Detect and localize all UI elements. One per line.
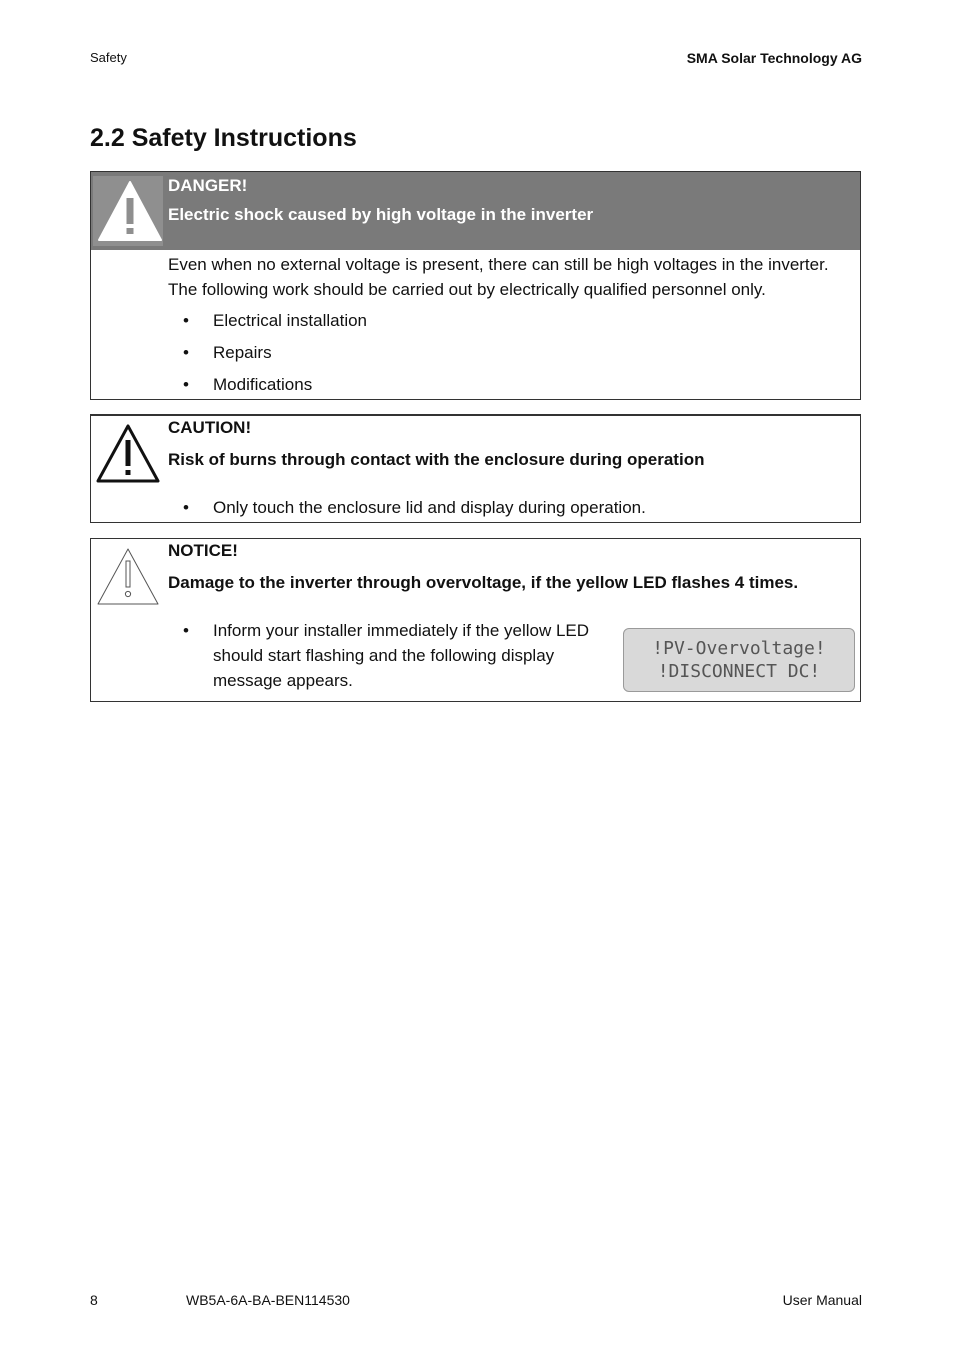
danger-header bbox=[91, 172, 860, 250]
list-item bbox=[168, 618, 628, 693]
document-type: User Manual bbox=[782, 1292, 862, 1308]
notice-list bbox=[168, 618, 628, 693]
list-item: • Electrical installation bbox=[168, 308, 844, 333]
header-section-name: Safety bbox=[90, 50, 127, 65]
warning-triangle-icon bbox=[95, 176, 165, 251]
danger-list bbox=[168, 308, 844, 397]
danger-text-line: Even when no external voltage is present, there can still be high voltages in the inverter. bbox=[168, 255, 829, 274]
danger-body bbox=[168, 252, 844, 397]
caution-label: CAUTION! bbox=[168, 418, 252, 437]
danger-box bbox=[90, 171, 861, 400]
caution-list bbox=[168, 495, 844, 520]
warning-triangle-icon bbox=[95, 422, 161, 489]
caution-body bbox=[168, 495, 844, 520]
notice-body bbox=[168, 618, 628, 693]
header-company-name: SMA Solar Technology AG bbox=[686, 50, 862, 66]
document-id: WB5A-6A-BA-BEN114530 bbox=[186, 1292, 350, 1308]
list-item: • Modifications bbox=[168, 372, 844, 397]
notice-heading: Damage to the inverter through overvoltage, if the yellow LED flashes 4 times. bbox=[168, 573, 799, 592]
caution-heading: Risk of burns through contact with the enclosure during operation bbox=[168, 450, 705, 469]
notice-box bbox=[90, 538, 861, 702]
lcd-line: !DISCONNECT DC! bbox=[657, 661, 821, 682]
list-item: • Only touch the enclosure lid and display during operation. bbox=[168, 495, 844, 520]
section-title: 2.2 Safety Instructions bbox=[90, 124, 357, 152]
danger-heading: Electric shock caused by high voltage in the inverter bbox=[168, 205, 594, 224]
notice-label: NOTICE! bbox=[168, 541, 238, 560]
danger-text-line: The following work should be carried out by electrically qualified personnel only. bbox=[168, 280, 766, 299]
lcd-line: !PV-Overvoltage! bbox=[652, 638, 826, 659]
notice-triangle-icon bbox=[95, 545, 161, 612]
notice-text-line: message appears. bbox=[213, 671, 353, 690]
notice-text-line: should start flashing and the following display bbox=[213, 646, 555, 665]
page-number: 8 bbox=[90, 1292, 98, 1308]
lcd-display bbox=[623, 628, 855, 692]
list-item: • Repairs bbox=[168, 340, 844, 365]
caution-box bbox=[90, 414, 861, 523]
danger-label: DANGER! bbox=[168, 176, 248, 195]
notice-text-line: • Inform your installer immediately if the yellow LED bbox=[213, 621, 590, 640]
